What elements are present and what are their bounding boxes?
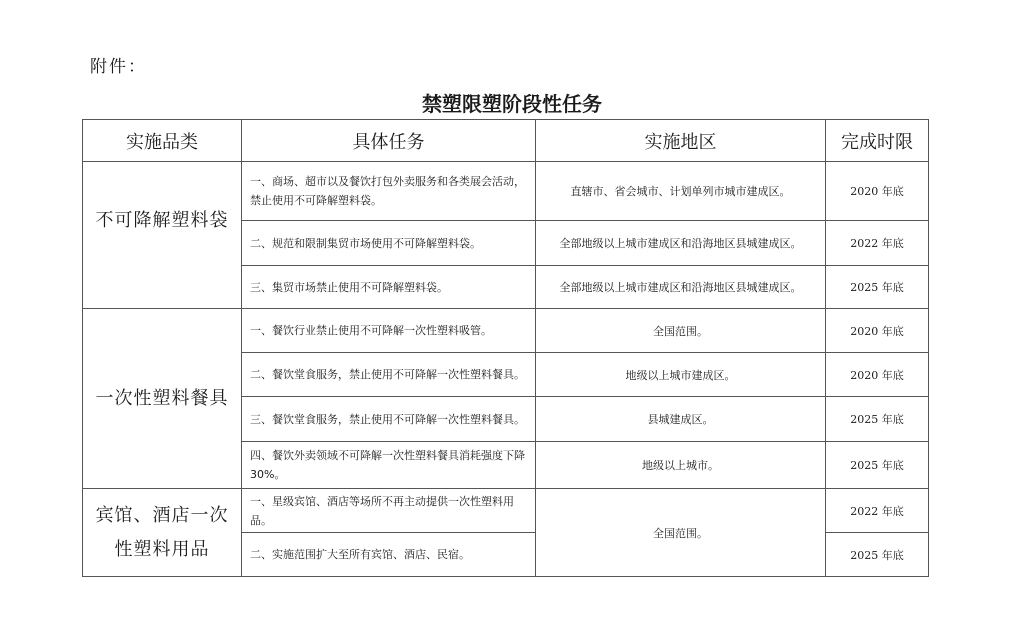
area-cell: 全国范围。	[536, 489, 826, 577]
header-area: 实施地区	[536, 120, 826, 162]
task-table	[82, 119, 929, 577]
area-cell: 全部地级以上城市建成区和沿海地区县城建成区。	[536, 266, 826, 309]
area-cell: 直辖市、省会城市、计划单列市城市建成区。	[536, 162, 826, 221]
deadline-cell: 2020 年底	[826, 309, 929, 353]
deadline-cell: 2025 年底	[826, 266, 929, 309]
area-cell: 地级以上城市。	[536, 442, 826, 489]
task-cell: 一、餐饮行业禁止使用不可降解一次性塑料吸管。	[242, 309, 536, 353]
deadline-cell: 2020 年底	[826, 353, 929, 397]
header-category: 实施品类	[83, 120, 242, 162]
deadline-cell: 2025 年底	[826, 442, 929, 489]
header-task: 具体任务	[242, 120, 536, 162]
deadline-cell: 2020 年底	[826, 162, 929, 221]
task-cell: 一、商场、超市以及餐饮打包外卖服务和各类展会活动，禁止使用不可降解塑料袋。	[242, 162, 536, 221]
task-cell: 二、餐饮堂食服务，禁止使用不可降解一次性塑料餐具。	[242, 353, 536, 397]
task-cell: 三、集贸市场禁止使用不可降解塑料袋。	[242, 266, 536, 309]
category-cell: 不可降解塑料袋	[83, 162, 242, 309]
table-row	[83, 162, 929, 221]
deadline-cell: 2022 年底	[826, 489, 929, 533]
attachment-label: 附件：	[90, 57, 147, 77]
deadline-cell: 2022 年底	[826, 221, 929, 266]
header-deadline: 完成时限	[826, 120, 929, 162]
task-cell: 二、实施范围扩大至所有宾馆、酒店、民宿。	[242, 533, 536, 577]
task-cell: 一、星级宾馆、酒店等场所不再主动提供一次性塑料用品。	[242, 489, 536, 533]
document-title: 禁塑限塑阶段性任务	[422, 92, 602, 116]
area-cell: 地级以上城市建成区。	[536, 353, 826, 397]
area-cell: 全国范围。	[536, 309, 826, 353]
task-cell: 二、规范和限制集贸市场使用不可降解塑料袋。	[242, 221, 536, 266]
table-row	[83, 489, 929, 533]
category-cell: 一次性塑料餐具	[83, 309, 242, 489]
deadline-cell: 2025 年底	[826, 397, 929, 442]
table-row	[83, 309, 929, 353]
deadline-cell: 2025 年底	[826, 533, 929, 577]
area-cell: 全部地级以上城市建成区和沿海地区县城建成区。	[536, 221, 826, 266]
task-cell: 四、餐饮外卖领域不可降解一次性塑料餐具消耗强度下降 30%。	[242, 442, 536, 489]
category-cell: 宾馆、酒店一次性塑料用品	[83, 489, 242, 577]
area-cell: 县城建成区。	[536, 397, 826, 442]
header-row	[83, 120, 929, 162]
task-cell: 三、餐饮堂食服务，禁止使用不可降解一次性塑料餐具。	[242, 397, 536, 442]
